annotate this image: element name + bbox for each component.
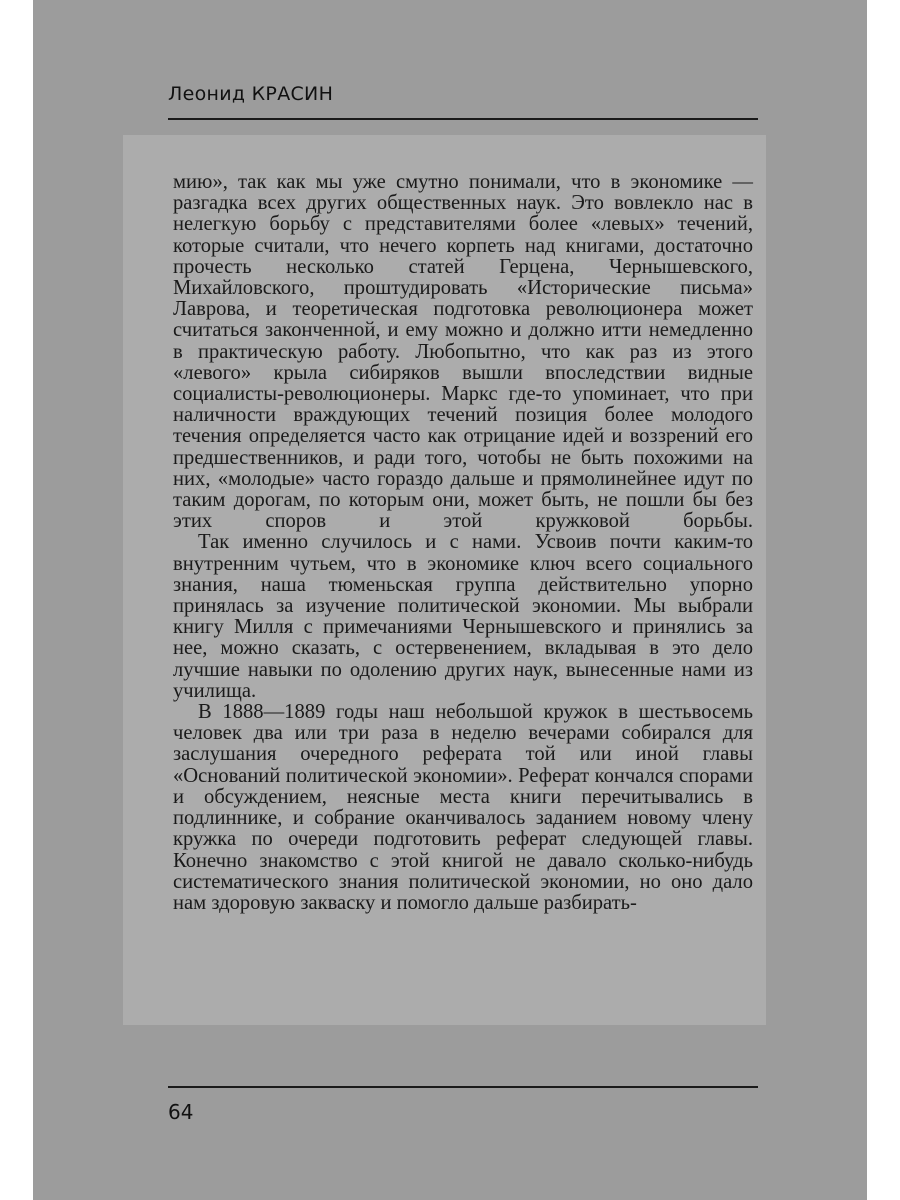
page-number: 64 bbox=[168, 1100, 194, 1124]
running-head: Леонид КРАСИН bbox=[168, 83, 334, 105]
footer-rule bbox=[168, 1086, 758, 1088]
body-text bbox=[173, 172, 753, 914]
paragraph: Так именно случилось и с нами. Усвоив почти каким-то внутренним чутьем, что в экономике ключ всего социального знания, наша тюменьская группа действительно упорно принялась за изучение политической экономии. Мы выбрали книгу Милля с примечаниями Чернышевского и принялись за нее, можно сказать, с остервенением, вкладывая в это дело лучшие навыки по одолению других наук, вынесенные нами из училища. bbox=[173, 531, 753, 702]
paragraph: мию», так как мы уже смутно понимали, что в экономике — разгадка всех других общественных наук. Это вовлекло нас в нелегкую борьбу с представителями более «левых» течений, которые считали, что нечего корпеть над книгами, достаточно прочесть несколько статей Герцена, Чернышевского, Михайловского, проштудировать «Исторические письма» Лаврова, и теоретическая подготовка революционера может считаться законченной, и ему можно и должно итти немедленно в практическую работу. Любопытно, что как раз из этого «левого» крыла сибиряков вышли впоследствии видные социалисты-революционеры. Маркс где-то упоминает, что при наличности враждующих течений позиция более молодого течения определяется часто как отрицание идей и воззрений его предшественников, и ради того, чотобы не быть похожими на них, «молодые» часто гораздо дальше и прямолинейнее идут по таким дорогам, по которым они, может быть, не пошли бы без этих споров и этой кружковой борьбы. bbox=[173, 171, 753, 533]
paragraph: В 1888—1889 годы наш небольшой кружок в шестьвосемь человек два или три раза в неделю вечерами собирался для заслушания очередного реферата той или иной главы «Оснований политической экономии». Реферат кончался спорами и обсуждением, неясные места книги перечитывались в подлиннике, и собрание оканчивалось заданием новому члену кружка по очереди подготовить реферат следующей главы. Конечно знакомство с этой книгой не давало сколько-нибудь систематического знания политической экономии, но оно дало нам здоровую закваску и помогло дальше разбирать- bbox=[173, 701, 753, 914]
header-rule bbox=[168, 118, 758, 120]
